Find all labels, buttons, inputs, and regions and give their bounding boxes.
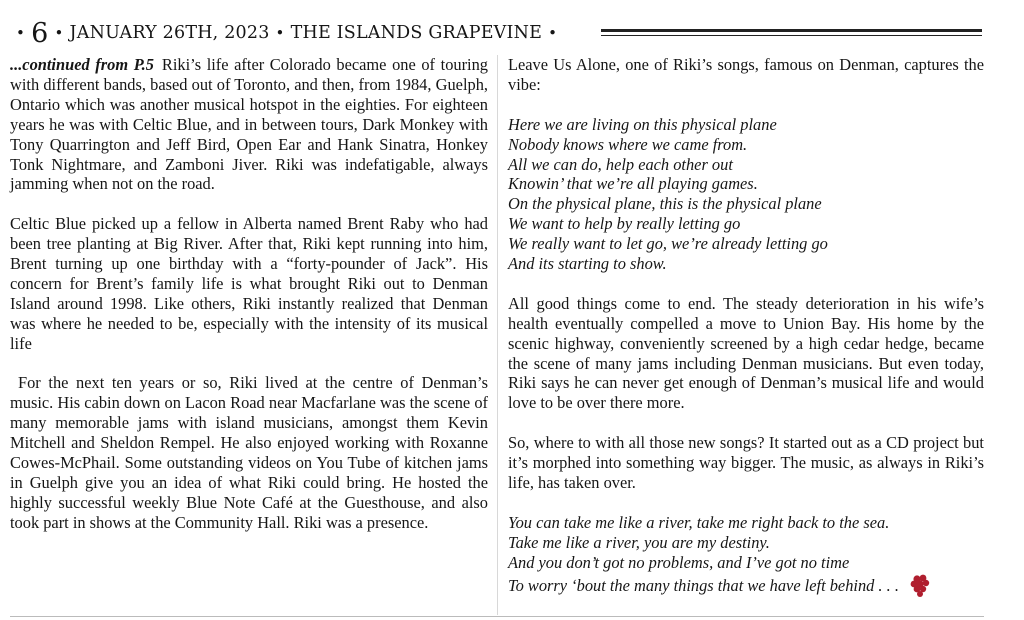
verse-line: And its starting to show. (508, 254, 667, 274)
intro-paragraph: Leave Us Alone, one of Riki’s songs, famous on Denman, captures the vibe: (508, 55, 984, 94)
header-rule-thick (601, 29, 982, 32)
verse-last-line (508, 573, 984, 599)
header-bullet: • (275, 24, 285, 42)
issue-date: JANUARY 26TH, 2023 (69, 23, 270, 43)
column-divider (497, 55, 498, 615)
song-verse-2 (508, 513, 984, 599)
verse-line: On the physical plane, this is the physical plane (508, 194, 822, 214)
verse-line: To worry ‘bout the many things that we have left behind . . . (508, 575, 899, 595)
verse-line: Here we are living on this physical plane (508, 114, 777, 134)
verse-line: All we can do, help each other out (508, 154, 733, 174)
verse-line: We really want to let go, we’re already letting go (508, 234, 828, 254)
page-number: 6 (31, 17, 49, 49)
article-paragraph: Celtic Blue picked up a fellow in Alberta named Brent Raby who had been tree planting at Big River. After that, Riki kept running into him, Brent turning up one birthday with a “forty-pounder of Jack”. His concern for Brent’s family life is what brought Riki out to Denman Island around 1998. Like others, Riki instantly realized that Denman was where he needed to be, especially with the intensity of its musical life (10, 214, 488, 353)
right-column (508, 55, 984, 618)
song-verse-1 (508, 115, 984, 274)
publication-name: THE ISLANDS GRAPEVINE (290, 23, 543, 43)
article-paragraph (10, 55, 488, 194)
page-header (10, 16, 563, 50)
article-paragraph: So, where to with all those new songs? It started out as a CD project but it’s morphed into something way bigger. The music, as always in Riki’s life, has taken over. (508, 433, 984, 492)
verse-line: And you don’t got no problems, and I’ve got no time (508, 552, 850, 572)
header-bullet: • (16, 24, 26, 42)
verse-line: Knowin’ that we’re all playing games. (508, 174, 758, 194)
header-rule-thin (601, 35, 982, 36)
verse-line: Take me like a river, you are my destiny. (508, 532, 770, 552)
left-column (10, 55, 488, 553)
bottom-rule (10, 616, 984, 617)
article-paragraph: For the next ten years or so, Riki lived at the centre of Denman’s music. His cabin down on Lacon Road near Macfarlane was the scene of many memorable jams with island musicians, amongst them Kevin Mitchell and Sheldon Rempel. He also enjoyed working with Roxanne Cowes-McPhail. Some outstanding videos on You Tube of kitchen jams in Guelph give you an idea of what Riki could bring. He hosted the highly successful weekly Blue Note Café at the Guesthouse, and also took part in shows at the Community Hall. Riki was a presence. (10, 373, 488, 532)
continued-label: ...continued from P.5 (10, 55, 154, 74)
article-paragraph: All good things come to end. The steady deterioration in his wife’s health eventually compelled a move to Union Bay. His home by the scenic highway, conveniently screened by a high cedar hedge, became the scene of many jams including Denman musicians. But even today, Riki says he can never get enough of Denman’s musical life and would love to be over there more. (508, 293, 984, 413)
header-bullet: • (548, 24, 558, 42)
grape-cluster-icon (909, 573, 931, 599)
verse-line: Nobody knows where we came from. (508, 134, 748, 154)
header-bullet: • (54, 24, 64, 42)
verse-line: You can take me like a river, take me right back to the sea. (508, 512, 890, 532)
verse-line: We want to help by really letting go (508, 214, 741, 234)
paragraph-text: Riki’s life after Colorado became one of touring with different bands, based out of Toronto, and then, from 1984, Guelph, Ontario which was another musical hotspot in the eighties. For eighteen years he was with Celtic Blue, and in between tours, Dark Monkey with Tony Quarrington and Jeff Bird, Open Ear and Hank Sinatra, Honkey Tonk Nightmare, and Zamboni Jiver. Riki was indefatigable, always jamming when not on the road. (10, 55, 488, 194)
